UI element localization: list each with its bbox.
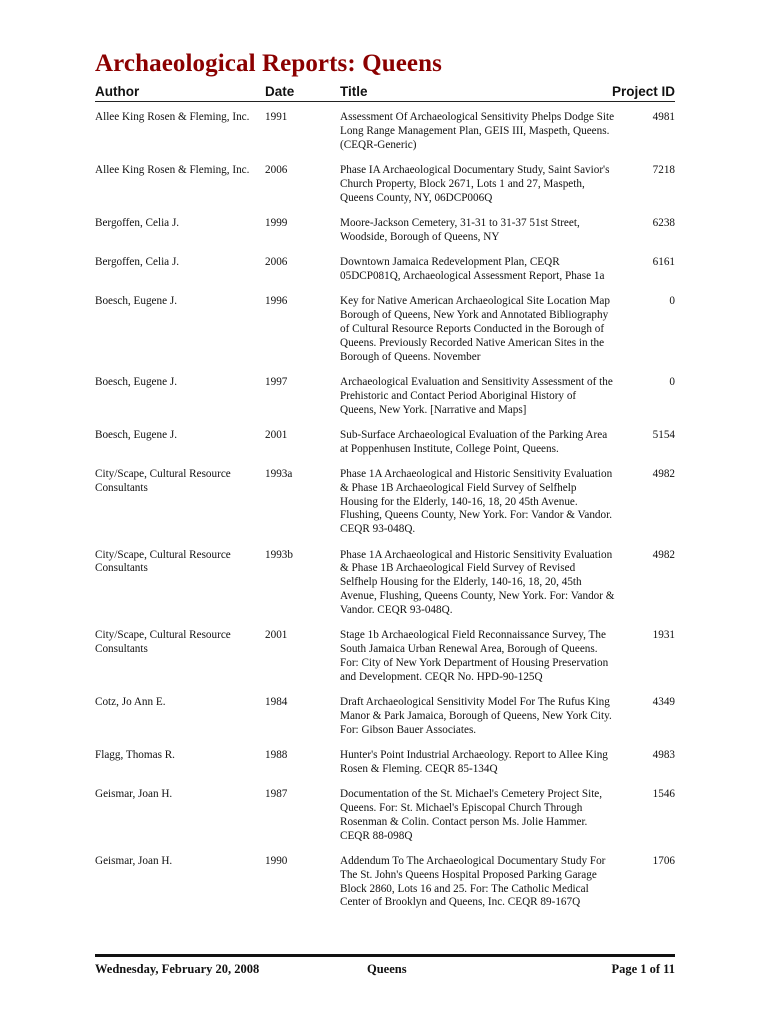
row-project-id: 6161 bbox=[652, 256, 675, 269]
column-header-author: Author bbox=[95, 84, 140, 99]
row-date: 1988 bbox=[265, 749, 288, 762]
report-title: Archaeological Reports: Queens bbox=[95, 50, 442, 77]
row-title: Addendum To The Archaeological Documentary Study For The St. John's Queens Hospital Proposed Parking Garage Block 2860, Lots 16 and 25. For: The Catholic Medical Center of Brooklyn and Queens, Inc. CEQR 89-167Q bbox=[340, 854, 606, 909]
row-title: Key for Native American Archaeological Site Location Map Borough of Queens, New York and Annotated Bibliography of Cultural Resource Reports Conducted in the Borough of Queens. Previously Recorded Native American Sites in the Borough of Queens. November bbox=[340, 295, 610, 363]
row-date: 1993b bbox=[265, 548, 293, 561]
table-row bbox=[95, 111, 675, 152]
row-date: 1991 bbox=[265, 111, 288, 123]
row-project-id: 6238 bbox=[652, 216, 675, 229]
report-table bbox=[95, 111, 675, 922]
row-title: Assessment Of Archaeological Sensitivity Phelps Dodge Site Long Range Management Plan, GEIS III, Maspeth, Queens. (CEQR-Generic) bbox=[340, 111, 615, 151]
row-title: Draft Archaeological Sensitivity Model For The Rufus King Manor & Park Jamaica, Borough of Queens, New York City. For: Gibson Bauer Associates. bbox=[340, 696, 612, 736]
row-title: Hunter's Point Industrial Archaeology. Report to Allee King Rosen & Fleming. CEQR 85-134Q bbox=[340, 749, 608, 775]
row-author: Boesch, Eugene J. bbox=[95, 295, 178, 308]
row-title: Stage 1b Archaeological Field Reconnaissance Survey, The South Jamaica Urban Renewal Area, Borough of Queens. For: City of New York Department of Housing Preservation and Development. CEQR No. HPD-90-125Q bbox=[340, 629, 609, 683]
row-date: 1997 bbox=[265, 375, 288, 388]
table-row bbox=[95, 468, 675, 537]
row-date: 1984 bbox=[265, 696, 288, 709]
column-header-project-id: Project ID bbox=[611, 84, 675, 99]
table-row bbox=[95, 295, 675, 364]
row-project-id: 4983 bbox=[652, 749, 675, 762]
row-title: Archaeological Evaluation and Sensitivity Assessment of the Prehistoric and Contact Period Aboriginal History of Queens, New York. [Narrative and Maps] bbox=[340, 375, 613, 416]
row-author: Cotz, Jo Ann E. bbox=[95, 696, 166, 709]
row-title: Moore-Jackson Cemetery, 31-31 to 31-37 51st Street, Woodside, Borough of Queens, NY bbox=[340, 216, 580, 243]
row-title: Phase IA Archaeological Documentary Study, Saint Savior's Church Property, Block 2671, Lots 1 and 27, Maspeth, Queens County, NY, 06DCP006Q bbox=[340, 163, 610, 204]
row-project-id: 4982 bbox=[652, 468, 675, 481]
row-author: City/Scape, Cultural Resource Consultants bbox=[95, 548, 231, 575]
row-author: City/Scape, Cultural Resource Consultants bbox=[95, 468, 231, 494]
table-row bbox=[95, 549, 675, 618]
row-date: 2006 bbox=[265, 163, 288, 176]
table-row bbox=[95, 256, 675, 284]
row-author: Boesch, Eugene J. bbox=[95, 428, 178, 441]
row-author: Allee King Rosen & Fleming, Inc. bbox=[95, 111, 250, 123]
row-date: 1996 bbox=[265, 295, 288, 308]
row-project-id: 7218 bbox=[652, 163, 675, 176]
footer-date: Wednesday, February 20, 2008 bbox=[95, 962, 260, 976]
row-project-id: 1931 bbox=[652, 629, 675, 642]
footer-page-number: Page 1 of 11 bbox=[611, 962, 675, 976]
table-row bbox=[95, 855, 675, 910]
row-project-id: 0 bbox=[669, 295, 675, 308]
row-author: Bergoffen, Celia J. bbox=[95, 256, 180, 269]
row-project-id: 4349 bbox=[652, 696, 675, 709]
page-footer bbox=[95, 962, 675, 982]
row-date: 2006 bbox=[265, 256, 288, 269]
row-title: Downtown Jamaica Redevelopment Plan, CEQR 05DCP081Q, Archaeological Assessment Report, Phase 1a bbox=[340, 256, 605, 282]
row-project-id: 0 bbox=[669, 375, 675, 388]
column-header-date: Date bbox=[265, 84, 295, 99]
row-author: Boesch, Eugene J. bbox=[95, 375, 178, 388]
table-row bbox=[95, 788, 675, 843]
table-row bbox=[95, 696, 675, 737]
row-date: 2001 bbox=[265, 629, 288, 642]
row-author: Flagg, Thomas R. bbox=[95, 749, 175, 762]
row-author: City/Scape, Cultural Resource Consultants bbox=[95, 629, 231, 656]
row-project-id: 1546 bbox=[652, 788, 675, 801]
table-row bbox=[95, 749, 675, 777]
row-date: 1999 bbox=[265, 216, 288, 229]
row-project-id: 5154 bbox=[652, 428, 675, 441]
footer-borough: Queens bbox=[367, 962, 407, 976]
row-author: Geismar, Joan H. bbox=[95, 854, 173, 867]
row-author: Allee King Rosen & Fleming, Inc. bbox=[95, 163, 250, 176]
row-date: 1993a bbox=[265, 468, 293, 481]
table-row bbox=[95, 629, 675, 684]
row-project-id: 1706 bbox=[652, 854, 675, 867]
column-header-title: Title bbox=[340, 84, 368, 99]
row-author: Bergoffen, Celia J. bbox=[95, 216, 180, 229]
row-title: Phase 1A Archaeological and Historic Sensitivity Evaluation & Phase 1B Archaeological Field Survey of Revised Selfhelp Housing for the Elderly, 140-16, 18, 20, 45th Avenue, Flushing, Queens County, New York. For: Vandor & Vandor. CEQR 93-048Q. bbox=[340, 548, 615, 616]
row-project-id: 4982 bbox=[652, 548, 675, 561]
row-date: 1987 bbox=[265, 788, 288, 801]
row-date: 2001 bbox=[265, 428, 288, 441]
table-row bbox=[95, 217, 675, 245]
row-project-id: 4981 bbox=[652, 111, 675, 123]
row-title: Documentation of the St. Michael's Cemetery Project Site, Queens. For: St. Michael's Episcopal Church Through Rosenman & Colin. Contact person Ms. Jolie Hammer. CEQR 88-098Q bbox=[340, 788, 603, 842]
row-date: 1990 bbox=[265, 854, 288, 867]
row-author: Geismar, Joan H. bbox=[95, 788, 173, 801]
header-divider bbox=[95, 101, 675, 102]
row-title: Sub-Surface Archaeological Evaluation of the Parking Area at Poppenhusen Institute, College Point, Queens. bbox=[340, 428, 608, 455]
table-row bbox=[95, 429, 675, 457]
row-title: Phase 1A Archaeological and Historic Sensitivity Evaluation & Phase 1B Archaeological Field Survey of Selfhelp Housing for the Elderly, 140-16, 18, 20 45th Avenue. Flushing, Queens County, New York. For: Vandor & Vandor. CEQR 93-048Q. bbox=[340, 468, 613, 536]
table-row bbox=[95, 164, 675, 205]
footer-divider bbox=[95, 954, 675, 957]
table-row bbox=[95, 376, 675, 417]
